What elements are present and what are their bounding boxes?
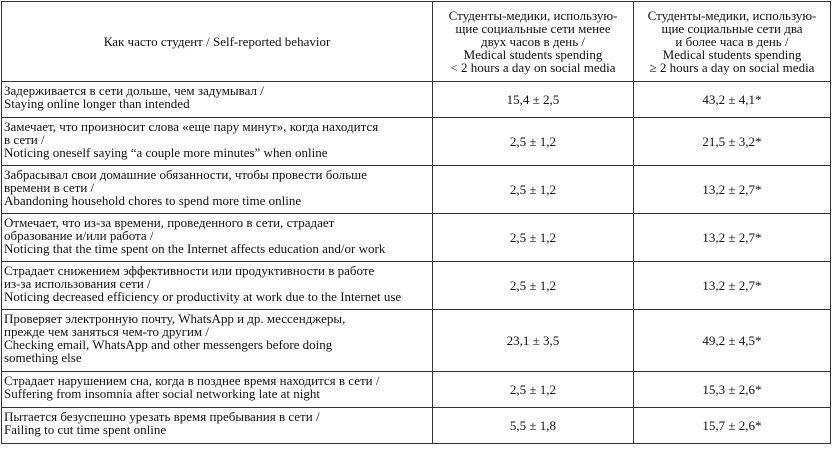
behavior-label bbox=[2, 310, 433, 372]
value-more: 13,2 ± 2,7* bbox=[634, 214, 831, 262]
table-row bbox=[2, 408, 831, 444]
label-line: Задерживается в сети дольше, чем задумывал / bbox=[4, 83, 264, 98]
value-less: 5,5 ± 1,8 bbox=[433, 408, 634, 444]
label-line: Abandoning household chores to spend more time online bbox=[4, 193, 302, 208]
label-line: Noticing that the time spent on the Internet affects education and/or work bbox=[4, 241, 386, 256]
label-line: Страдает нарушением сна, когда в позднее время находится в сети / bbox=[4, 373, 380, 388]
table-row bbox=[2, 118, 831, 166]
label-line: Staying online longer than intended bbox=[4, 96, 190, 111]
header-2h-or-more bbox=[634, 2, 831, 82]
header-line: ≥ 2 hours a day on social media bbox=[649, 60, 815, 75]
value-more: 13,2 ± 2,7* bbox=[634, 166, 831, 214]
label-line: Checking email, WhatsApp and other messengers before doing bbox=[4, 337, 333, 352]
value-more: 43,2 ± 4,1* bbox=[634, 82, 831, 118]
table-row bbox=[2, 166, 831, 214]
label-line: прежде чем заняться чем-то другим / bbox=[4, 324, 210, 339]
behavior-label bbox=[2, 262, 433, 310]
label-line: Noticing oneself saying “a couple more minutes” when online bbox=[4, 145, 328, 160]
label-line: времени в сети / bbox=[4, 180, 95, 195]
value-more: 21,5 ± 3,2* bbox=[634, 118, 831, 166]
label-line: something else bbox=[4, 350, 82, 365]
header-line: и более часа в день / bbox=[675, 34, 789, 49]
header-line: Студенты-медики, использую- bbox=[448, 8, 618, 23]
label-line: из-за использования сети / bbox=[4, 276, 151, 291]
behavior-table bbox=[1, 1, 831, 444]
value-more: 15,3 ± 2,6* bbox=[634, 372, 831, 408]
header-line: Medical students spending bbox=[463, 47, 603, 62]
value-less: 2,5 ± 1,2 bbox=[433, 262, 634, 310]
behavior-label bbox=[2, 214, 433, 262]
behavior-label bbox=[2, 372, 433, 408]
header-line: щие социальные сети менее bbox=[455, 21, 611, 36]
behavior-label bbox=[2, 118, 433, 166]
label-line: Замечает, что произносит слова «еще пару минут», когда находится bbox=[4, 119, 379, 134]
header-less-than-2h bbox=[433, 2, 634, 82]
header-line: двух часов в день / bbox=[480, 34, 586, 49]
behavior-label bbox=[2, 82, 433, 118]
table-row bbox=[2, 262, 831, 310]
value-less: 23,1 ± 3,5 bbox=[433, 310, 634, 372]
header-line: Студенты-медики, использую- bbox=[647, 8, 817, 23]
value-less: 15,4 ± 2,5 bbox=[433, 82, 634, 118]
table-row bbox=[2, 82, 831, 118]
value-less: 2,5 ± 1,2 bbox=[433, 118, 634, 166]
header-line: щие социальные сети два bbox=[661, 21, 803, 36]
behavior-label bbox=[2, 408, 433, 444]
label-line: в сети / bbox=[4, 132, 45, 147]
behavior-label bbox=[2, 166, 433, 214]
label-line: образование и/или работа / bbox=[4, 228, 154, 243]
label-line: Пытается безуспешно урезать время пребывания в сети / bbox=[4, 409, 320, 424]
value-more: 13,2 ± 2,7* bbox=[634, 262, 831, 310]
label-line: Забрасывал свои домашние обязанности, чтобы провести больше bbox=[4, 167, 367, 182]
value-more: 49,2 ± 4,5* bbox=[634, 310, 831, 372]
label-line: Проверяет электронную почту, WhatsApp и др. мессенджеры, bbox=[4, 311, 346, 326]
table-row bbox=[2, 310, 831, 372]
header-line: < 2 hours a day on social media bbox=[450, 60, 616, 75]
table-row bbox=[2, 214, 831, 262]
header-row bbox=[2, 2, 831, 82]
header-line: Medical students spending bbox=[662, 47, 802, 62]
label-line: Suffering from insomnia after social networking late at night bbox=[4, 386, 321, 401]
label-line: Noticing decreased efficiency or productivity at work due to the Internet use bbox=[4, 289, 402, 304]
label-line: Страдает снижением эффективности или продуктивности в работе bbox=[4, 263, 375, 278]
value-more: 15,7 ± 2,6* bbox=[634, 408, 831, 444]
label-line: Failing to cut time spent online bbox=[4, 422, 167, 437]
label-line: Отмечает, что из-за времени, проведенного в сети, страдает bbox=[4, 215, 335, 230]
header-behavior: Как часто студент / Self-reported behavior bbox=[2, 2, 433, 82]
value-less: 2,5 ± 1,2 bbox=[433, 166, 634, 214]
value-less: 2,5 ± 1,2 bbox=[433, 372, 634, 408]
value-less: 2,5 ± 1,2 bbox=[433, 214, 634, 262]
table-row bbox=[2, 372, 831, 408]
